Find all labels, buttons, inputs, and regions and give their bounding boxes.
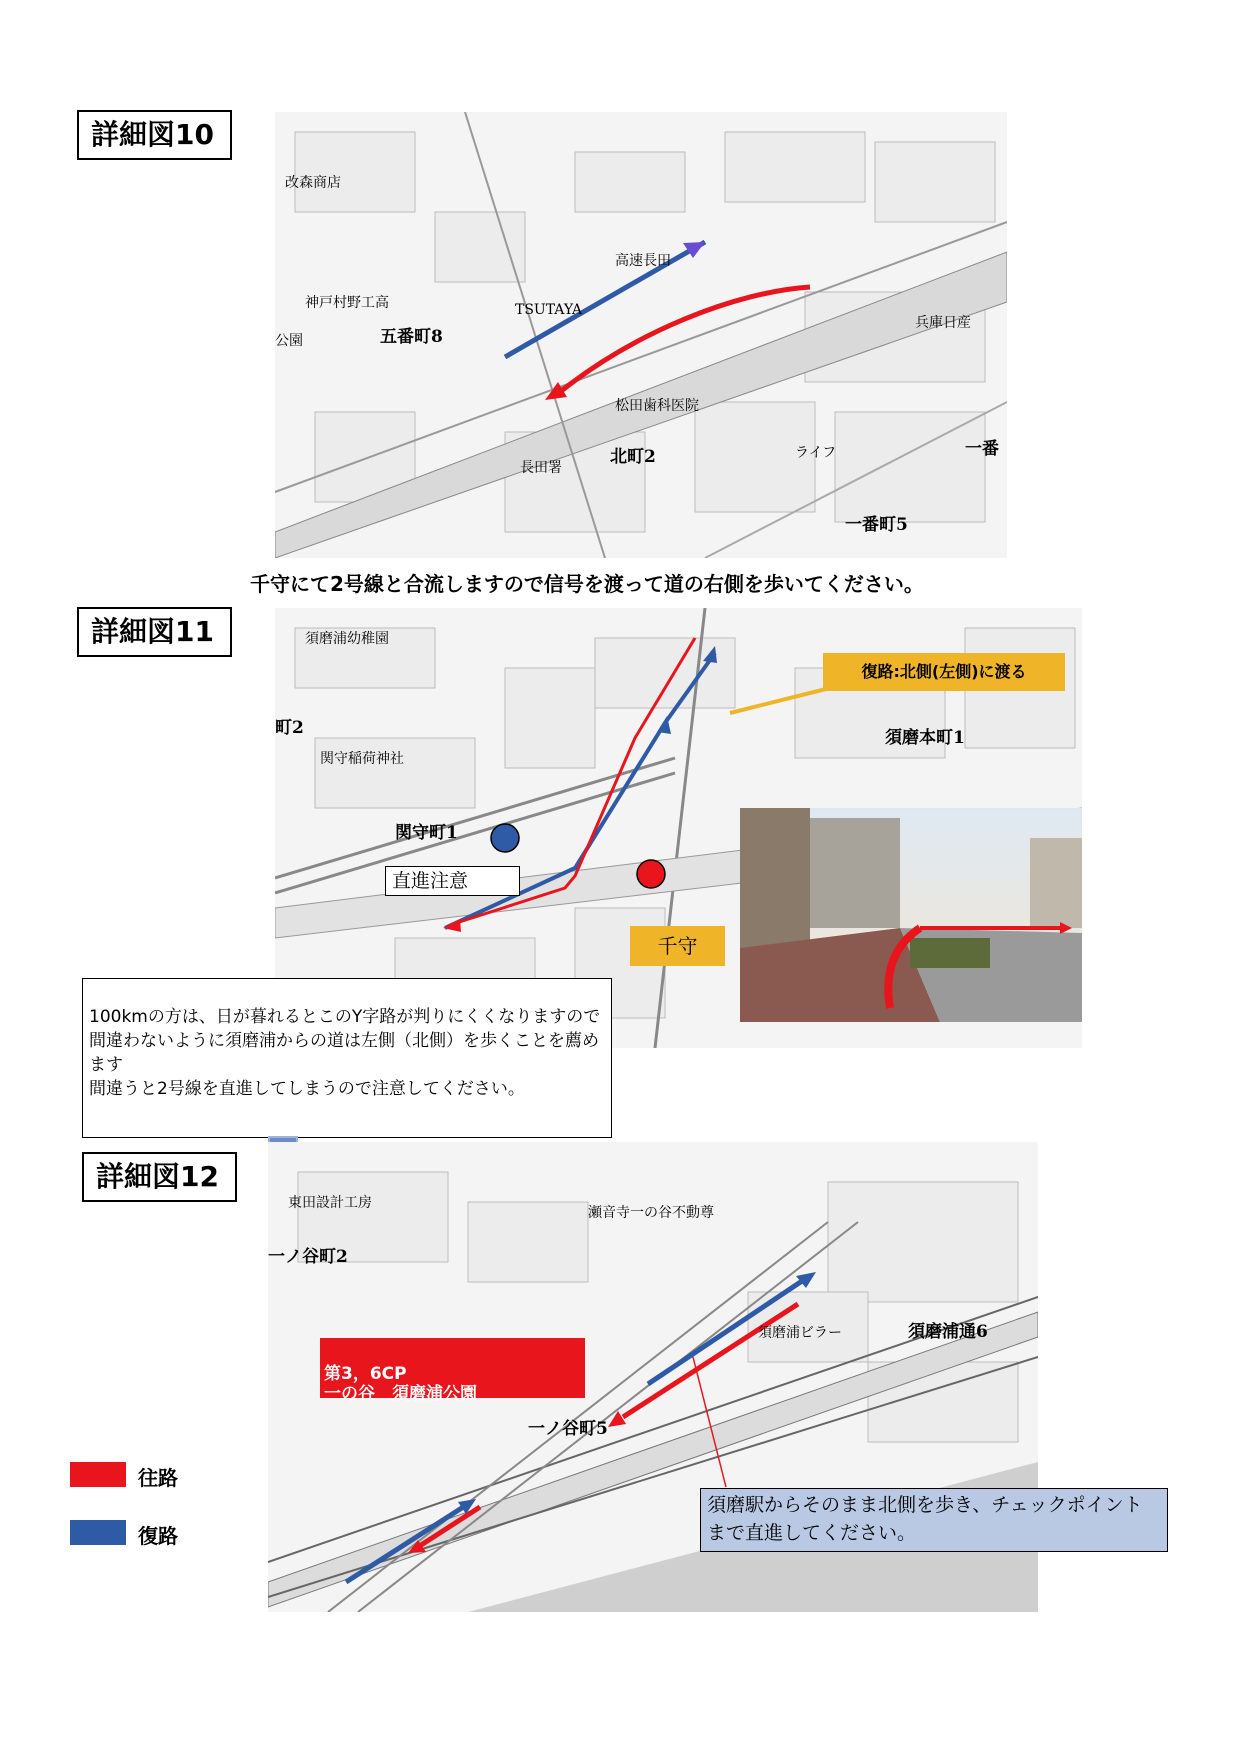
figure-11-title-text: 詳細図11 <box>91 615 214 648</box>
blue-point <box>491 824 519 852</box>
map-label: 五番町8 <box>380 327 443 347</box>
map-label: 改森商店 <box>285 175 341 191</box>
checkpoint-label <box>320 1338 585 1404</box>
street-photo <box>740 808 1082 1022</box>
legend-label-outbound: 往路 <box>138 1466 178 1490</box>
map-label: 松田歯科医院 <box>615 398 699 414</box>
street-photo-graphic <box>740 808 1082 1022</box>
map-label: ライフ <box>795 445 837 461</box>
note-100km <box>82 978 612 1138</box>
note-suma-station-text: 須磨駅からそのまま北側を歩き、チェックポイントまで直進してください。 <box>707 1494 1143 1544</box>
map-label: 一番 <box>965 439 999 459</box>
figure-12-title <box>82 1152 237 1202</box>
map-label: 公園 <box>275 333 303 349</box>
legend-swatch-return <box>70 1520 126 1545</box>
legend-swatch-outbound <box>70 1462 126 1487</box>
legend <box>70 1462 250 1572</box>
callout-warning-text: 直進注意 <box>392 870 469 892</box>
map-label: 一番町5 <box>845 515 908 535</box>
callout-return-cross <box>823 653 1065 691</box>
map-label: 高速長田 <box>615 253 671 269</box>
caption-fig11: 千守にて2号線と合流しますので信号を渡って道の右側を歩いてください。 <box>250 572 924 596</box>
map-label: 須磨本町1 <box>885 728 965 748</box>
note-suma-station <box>700 1488 1168 1552</box>
callout-warning <box>385 866 520 896</box>
callout-place <box>630 926 725 966</box>
map-label: 瀬音寺一の谷不動尊 <box>588 1205 714 1221</box>
map-label: TSUTAYA <box>515 302 583 318</box>
map-label: 町2 <box>275 718 304 738</box>
checkpoint-label-text: 第3，6CP 一の谷 須磨浦公園 <box>324 1364 477 1404</box>
figure-11-title <box>77 607 232 657</box>
map-label: 神戸村野工高 <box>305 295 389 311</box>
map-figure-10 <box>275 112 1007 558</box>
note-100km-text: 100kmの方は、日が暮れるとこのY字路が判りにくくなりますので間違わないように須磨浦からの道は左側（北側）を歩くことを薦めます 間違うと2号線を直進してしまうので注意してください。 <box>89 1007 601 1099</box>
map-label: 須磨浦通6 <box>908 1322 988 1342</box>
figure-10-title-text: 詳細図10 <box>91 118 214 151</box>
map-label: 一ノ谷町5 <box>528 1419 608 1439</box>
red-point <box>637 860 665 888</box>
map-label: 関守稲荷神社 <box>320 751 404 767</box>
map-label: 一ノ谷町2 <box>268 1247 348 1267</box>
map-label: 関守町1 <box>395 823 458 843</box>
figure-10-title <box>77 110 232 160</box>
figure-12-title-text: 詳細図12 <box>96 1160 219 1193</box>
callout-return-cross-text: 復路:北側(左側)に渡る <box>861 662 1027 681</box>
callout-place-text: 千守 <box>657 934 698 958</box>
map-label: 須磨浦幼稚園 <box>305 631 389 647</box>
map-label: 長田署 <box>520 460 562 476</box>
map-label: 兵庫日産 <box>915 315 971 331</box>
legend-label-return: 復路 <box>138 1524 178 1548</box>
map-label: 東田設計工房 <box>288 1195 372 1211</box>
map-label: 北町2 <box>610 447 656 467</box>
map-label: 須磨浦ビラー <box>758 1325 842 1341</box>
